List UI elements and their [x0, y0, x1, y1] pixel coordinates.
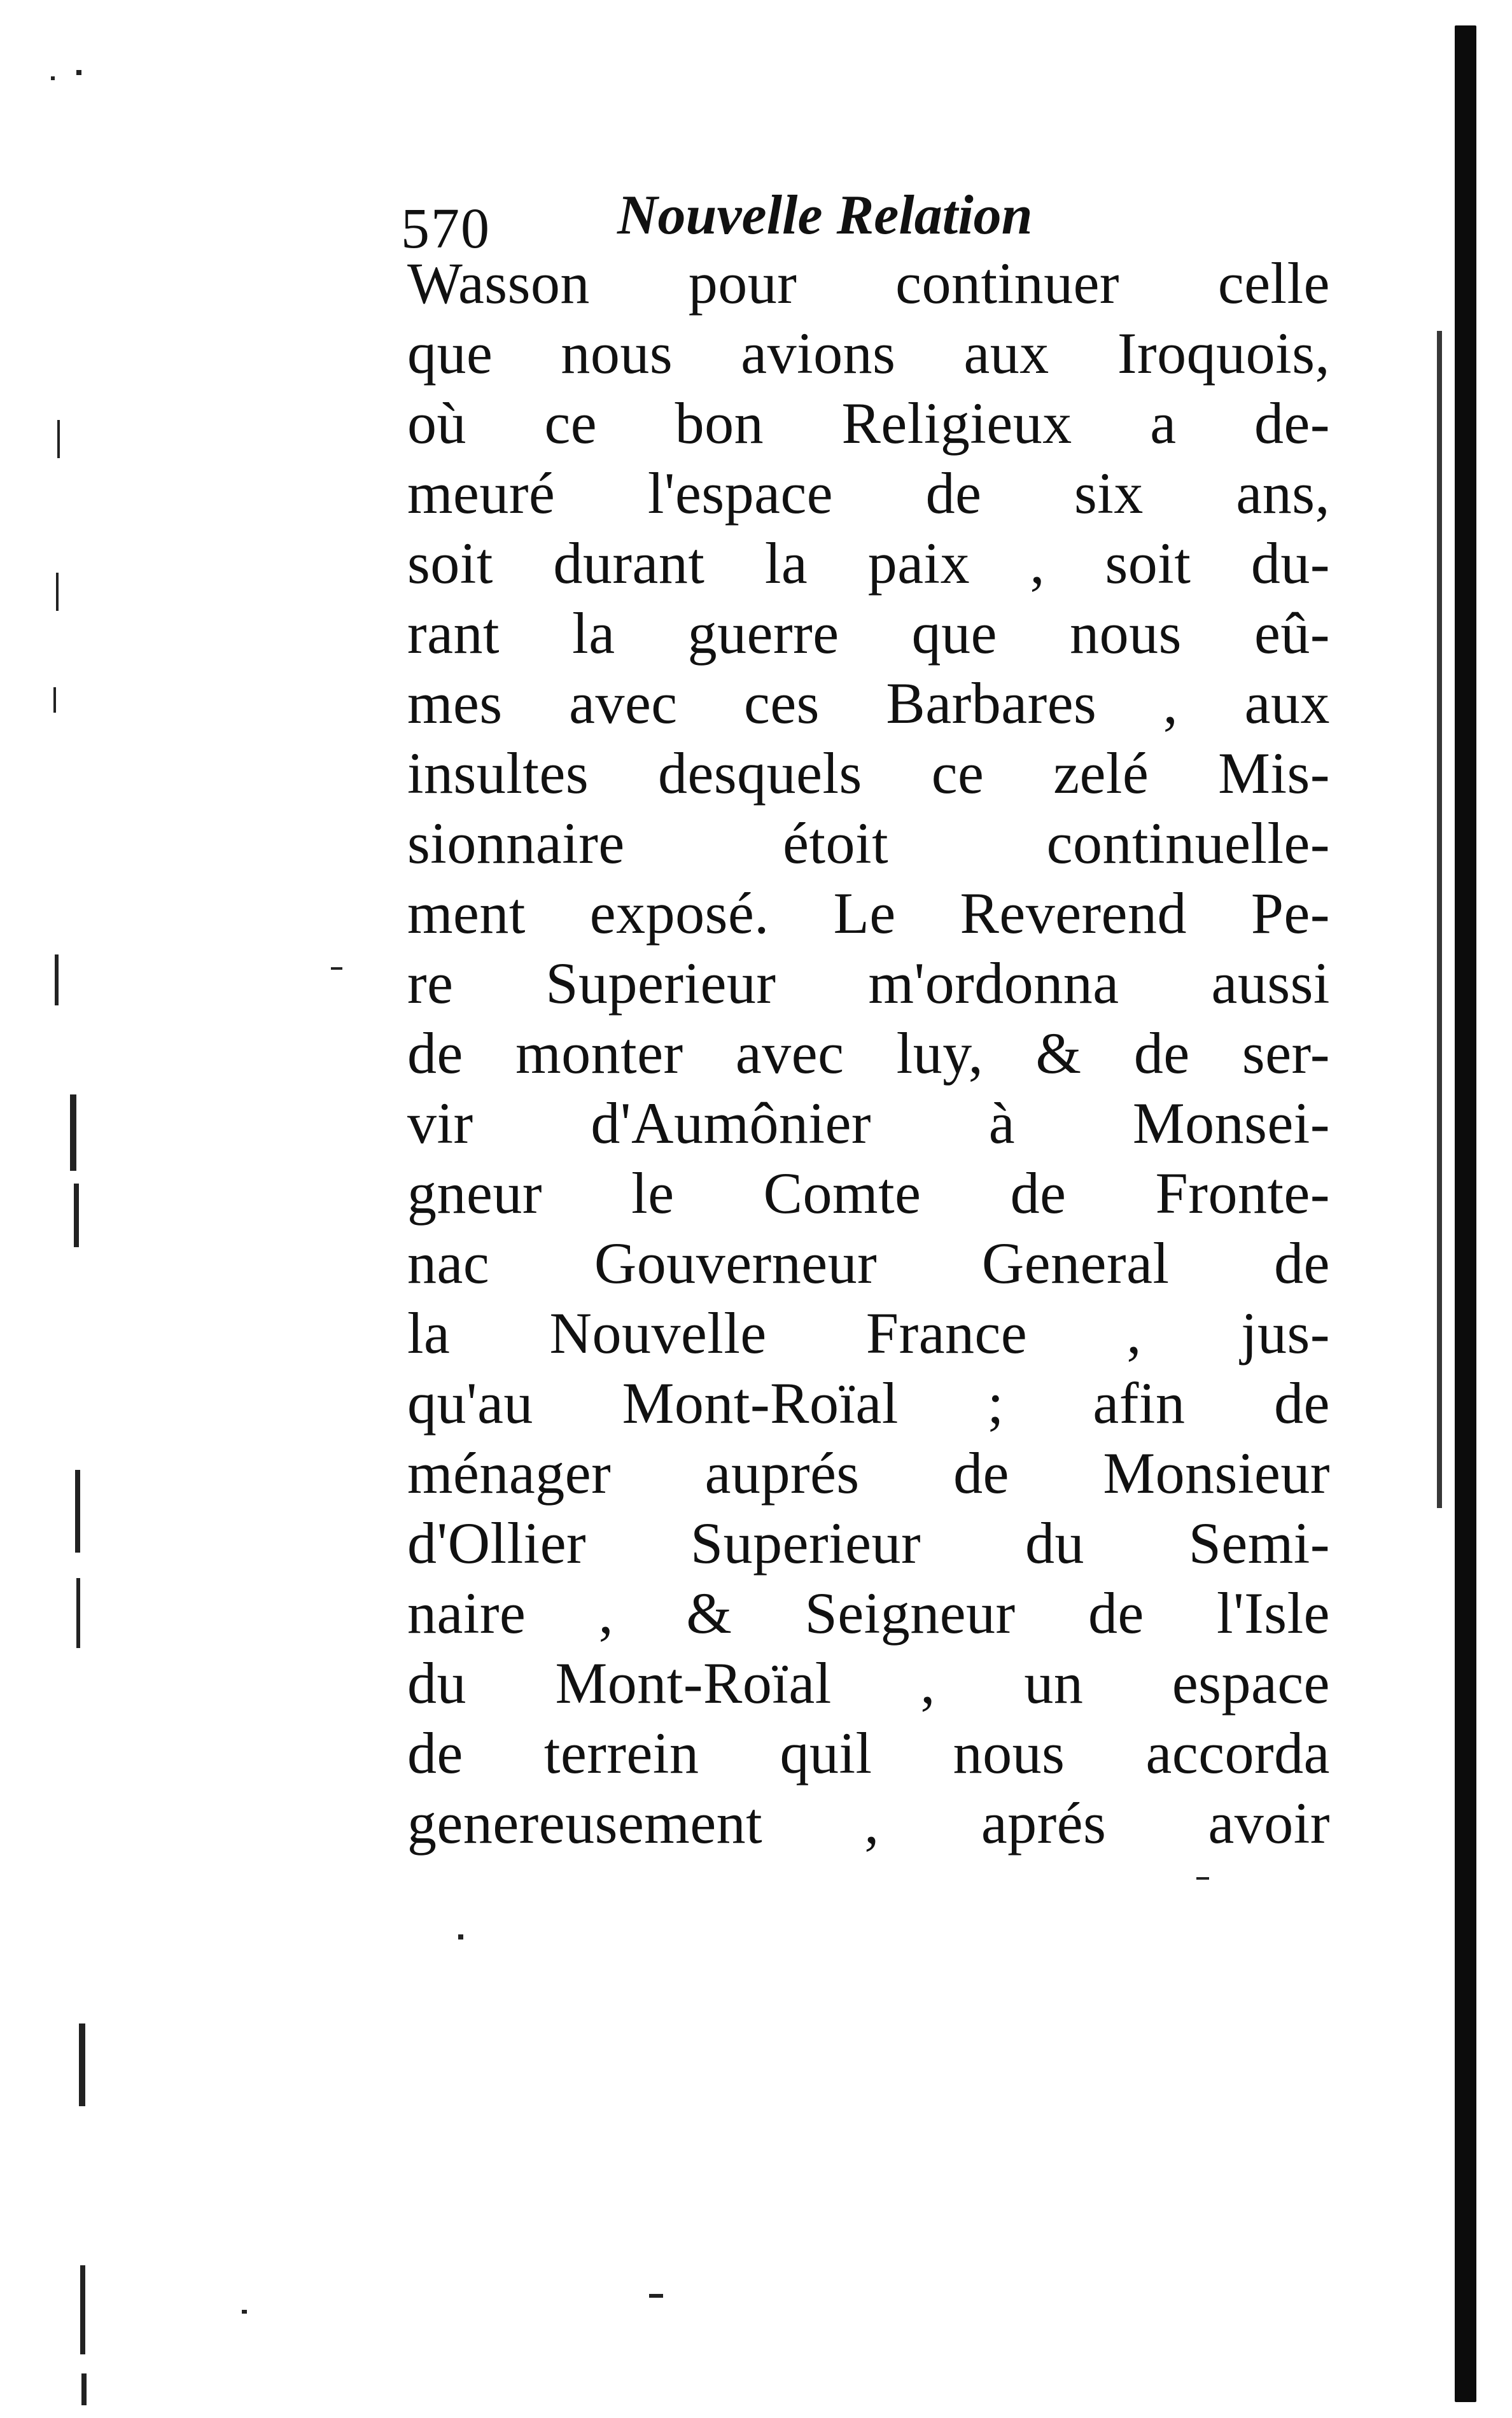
running-title: Nouvelle Relation [617, 185, 1033, 246]
text-line: Wasson pour continuer celle [407, 251, 1330, 316]
text-line: sionnaire étoit continuelle- [407, 811, 1330, 876]
page-binding-line [1437, 331, 1442, 1508]
text-line: insultes desquels ce zelé Mis- [407, 741, 1330, 806]
text-line: soit durant la paix , soit du- [407, 531, 1330, 596]
text-line: que nous avions aux Iroquois, [407, 321, 1330, 386]
text-line: gneur le Comte de Fronte- [407, 1161, 1330, 1226]
text-line: genereusement , aprés avoir [407, 1791, 1330, 1855]
text-line: rant la guerre que nous eû- [407, 601, 1330, 666]
text-line: qu'au Mont-Roïal ; afin de [407, 1371, 1330, 1436]
scan-margin-marks [38, 51, 95, 2405]
text-line: de terrein quil nous accorda [407, 1721, 1330, 1786]
text-line: ment exposé. Le Reverend Pe- [407, 881, 1330, 946]
text-line: re Superieur m'ordonna aussi [407, 951, 1330, 1016]
text-line: naire , & Seigneur de l'Isle [407, 1581, 1330, 1646]
text-line: la Nouvelle France , jus- [407, 1301, 1330, 1366]
text-line: mes avec ces Barbares , aux [407, 671, 1330, 736]
page-number: 570 [401, 197, 491, 260]
page-binding-shadow [1455, 25, 1476, 2402]
text-line: d'Ollier Superieur du Semi- [407, 1511, 1330, 1576]
text-line: du Mont-Roïal , un espace [407, 1651, 1330, 1716]
body-text [407, 248, 1330, 1858]
text-line: ménager auprés de Monsieur [407, 1441, 1330, 1506]
text-line: meuré l'espace de six ans, [407, 461, 1330, 526]
text-line: de monter avec luy, & de ser- [407, 1021, 1330, 1086]
text-line: vir d'Aumônier à Monsei- [407, 1091, 1330, 1156]
text-line: où ce bon Religieux a de- [407, 391, 1330, 456]
text-line: nac Gouverneur General de [407, 1231, 1330, 1296]
